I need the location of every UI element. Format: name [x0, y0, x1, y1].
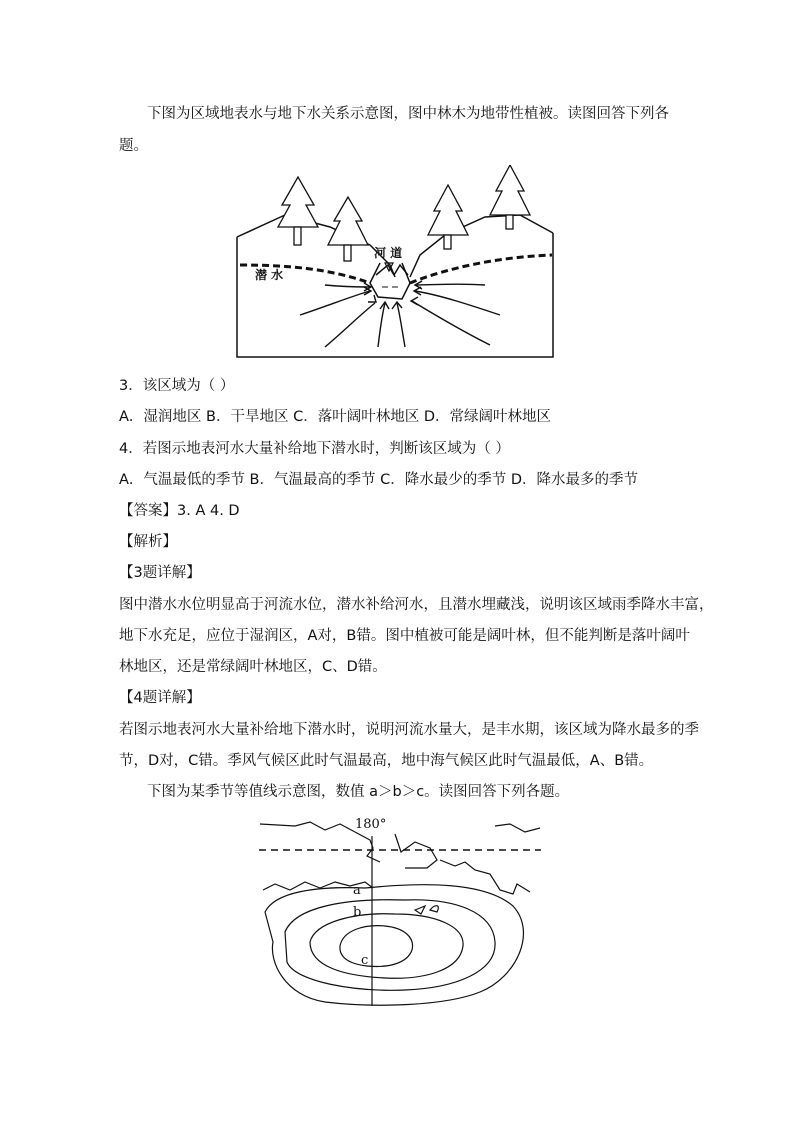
q3-detail-line-1: 图中潜水水位明显高于河流水位，潜水补给河水，且潜水埋藏浅，说明该区域雨季降水丰富，: [119, 597, 714, 613]
q3-options: A．湿润地区 B．干旱地区 C．落叶阔叶林地区 D．常绿阔叶林地区: [119, 409, 551, 425]
intro-line-1: 下图为区域地表水与地下水关系示意图，图中林木为地带性植被。读图回答下列各: [147, 106, 669, 122]
q4-options: A．气温最低的季节 B．气温最高的季节 C．降水最少的季节 D．降水最多的季节: [119, 472, 638, 488]
label-c: c: [361, 953, 369, 968]
q3-stem: 3．该区域为（ ）: [119, 378, 235, 394]
label-b: b: [353, 905, 362, 920]
q3-detail-heading: 【3题详解】: [119, 565, 201, 581]
intro-2: 下图为某季节等值线示意图，数值 a＞b＞c。读图回答下列各题。: [147, 784, 570, 800]
answer-line: 【答案】3. A 4. D: [119, 503, 240, 519]
coastline: [260, 822, 540, 894]
river-label: 河 道: [374, 246, 403, 260]
island-shape: [415, 906, 425, 914]
q4-detail-heading: 【4题详解】: [119, 690, 201, 706]
analysis-heading: 【解析】: [119, 534, 177, 550]
intro-line-2: 题。: [119, 138, 148, 154]
phreatic-label: 潜 水: [255, 268, 284, 282]
q4-stem: 4．若图示地表河水大量补给地下潜水时，判断该区域为（ ）: [119, 441, 510, 457]
groundwater-diagram: [230, 165, 560, 361]
isolines: [265, 885, 523, 1006]
q3-detail-line-3: 林地区，还是常绿阔叶林地区，C、D错。: [119, 659, 387, 675]
meridian-label: 180°: [355, 817, 387, 832]
terrain-block: [237, 215, 553, 357]
tree-icon: [428, 185, 468, 249]
isoline-map: [255, 812, 545, 1008]
label-a: a: [353, 883, 361, 898]
q3-detail-line-2: 地下水充足，应位于湿润区，A对，B错。图中植被可能是阔叶林，但不能判断是落叶阔叶: [119, 628, 690, 644]
flow-arrows: [300, 281, 500, 347]
tree-icon: [278, 177, 318, 245]
q4-detail-line-1: 若图示地表河水大量补给地下潜水时，说明河流水量大，是丰水期，该区域为降水最多的季: [119, 722, 699, 738]
tree-icon: [490, 165, 530, 229]
q4-detail-line-2: 节，D对，C错。季风气候区此时气温最高，地中海气候区此时气温最低，A、B错。: [119, 753, 654, 769]
